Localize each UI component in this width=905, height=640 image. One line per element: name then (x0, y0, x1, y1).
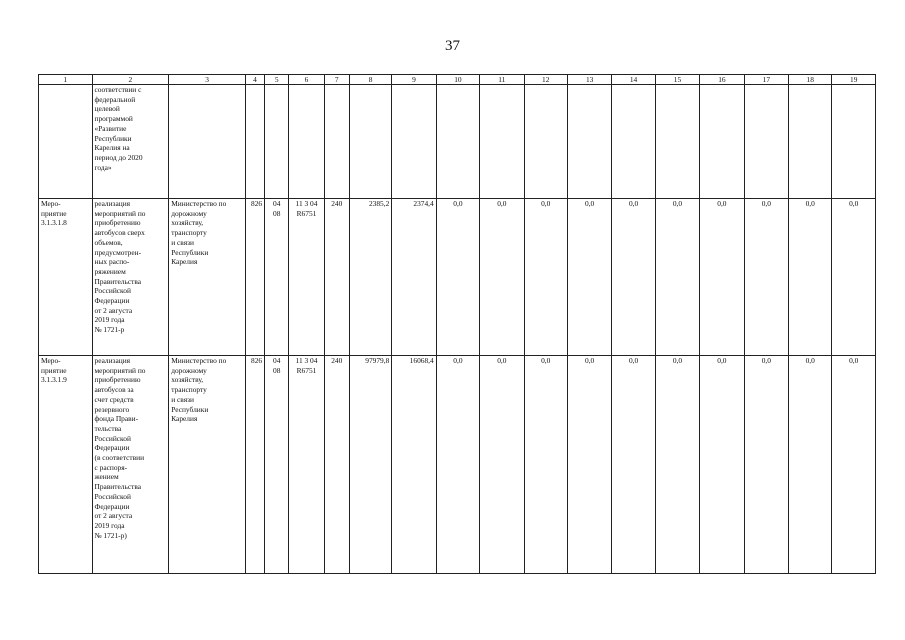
column-number-18: 18 (789, 75, 832, 85)
cell-col-1: Меро- приятие 3.1.3.1.8 (39, 199, 93, 356)
cell-col-19 (832, 85, 876, 199)
cell-col-13: 0,0 (567, 199, 611, 356)
cell-col-8: 97979,8 (349, 356, 391, 574)
cell-col-14 (612, 85, 655, 199)
column-number-row (39, 75, 876, 85)
cell-col-5: 04 08 (265, 199, 289, 356)
cell-col-19: 0,0 (832, 356, 876, 574)
column-number-9: 9 (392, 75, 436, 85)
cell-col-13: 0,0 (567, 356, 611, 574)
cell-col-1 (39, 85, 93, 199)
cell-col-13 (567, 85, 611, 199)
cell-col-9: 2374,4 (392, 199, 436, 356)
cell-col-4 (245, 85, 264, 199)
cell-col-9 (392, 85, 436, 199)
cell-col-1: Меро- приятие 3.1.3.1.9 (39, 356, 93, 574)
cell-col-2: соответствии с федеральной целевой программой «Развитие Республики Карелия на период до 2020 года» (92, 85, 169, 199)
column-number-15: 15 (655, 75, 699, 85)
cell-col-6: 11 3 04 R6751 (289, 199, 324, 356)
column-number-16: 16 (700, 75, 744, 85)
column-number-12: 12 (524, 75, 567, 85)
column-number-19: 19 (832, 75, 876, 85)
cell-col-4: 826 (245, 356, 264, 574)
cell-col-11: 0,0 (480, 199, 524, 356)
cell-col-10 (436, 85, 479, 199)
cell-col-15 (655, 85, 699, 199)
cell-col-3: Министерство по дорожному хозяйству, транспорту и связи Республики Карелия (169, 356, 246, 574)
cell-col-4: 826 (245, 199, 264, 356)
table-row (39, 85, 876, 199)
cell-col-15: 0,0 (655, 199, 699, 356)
column-number-10: 10 (436, 75, 479, 85)
cell-col-17: 0,0 (744, 356, 788, 574)
cell-col-15: 0,0 (655, 356, 699, 574)
cell-col-12: 0,0 (524, 199, 567, 356)
cell-col-2: реализация мероприятий по приобретению автобусов сверх объемов, предусмотрен- ных распо- ряжением Правительства Российской Федерации от 2 августа 2019 года № 1721-р (92, 199, 169, 356)
column-number-8: 8 (349, 75, 391, 85)
table-row (39, 199, 876, 356)
cell-col-2: реализация мероприятий по приобретению автобусов за счет средств резервного фонда Прави- тельства Российской Федерации (в соответствии с распоря- жением Правительства Российской Федерации от 2 августа 2019 года № 1721-р) (92, 356, 169, 574)
cell-col-14: 0,0 (612, 356, 655, 574)
cell-col-16: 0,0 (700, 356, 744, 574)
cell-col-14: 0,0 (612, 199, 655, 356)
cell-col-11 (480, 85, 524, 199)
cell-col-18 (789, 85, 832, 199)
cell-col-3: Министерство по дорожному хозяйству, транспорту и связи Республики Карелия (169, 199, 246, 356)
cell-col-8: 2385,2 (349, 199, 391, 356)
column-number-7: 7 (324, 75, 349, 85)
page-number: 37 (445, 38, 460, 54)
cell-col-3 (169, 85, 246, 199)
budget-table (38, 74, 876, 574)
column-number-1: 1 (39, 75, 93, 85)
cell-col-6: 11 3 04 R6751 (289, 356, 324, 574)
column-number-11: 11 (480, 75, 524, 85)
column-number-17: 17 (744, 75, 788, 85)
cell-col-17 (744, 85, 788, 199)
column-number-5: 5 (265, 75, 289, 85)
cell-col-5: 04 08 (265, 356, 289, 574)
column-number-3: 3 (169, 75, 246, 85)
cell-col-18: 0,0 (789, 356, 832, 574)
column-number-14: 14 (612, 75, 655, 85)
cell-col-10: 0,0 (436, 356, 479, 574)
table-row (39, 356, 876, 574)
column-number-2: 2 (92, 75, 169, 85)
column-number-13: 13 (567, 75, 611, 85)
cell-col-8 (349, 85, 391, 199)
cell-col-12: 0,0 (524, 356, 567, 574)
cell-col-12 (524, 85, 567, 199)
cell-col-7: 240 (324, 356, 349, 574)
cell-col-7: 240 (324, 199, 349, 356)
column-number-4: 4 (245, 75, 264, 85)
cell-col-11: 0,0 (480, 356, 524, 574)
cell-col-6 (289, 85, 324, 199)
cell-col-18: 0,0 (789, 199, 832, 356)
cell-col-19: 0,0 (832, 199, 876, 356)
column-number-6: 6 (289, 75, 324, 85)
cell-col-16 (700, 85, 744, 199)
cell-col-7 (324, 85, 349, 199)
cell-col-17: 0,0 (744, 199, 788, 356)
cell-col-10: 0,0 (436, 199, 479, 356)
cell-col-5 (265, 85, 289, 199)
cell-col-9: 16068,4 (392, 356, 436, 574)
cell-col-16: 0,0 (700, 199, 744, 356)
